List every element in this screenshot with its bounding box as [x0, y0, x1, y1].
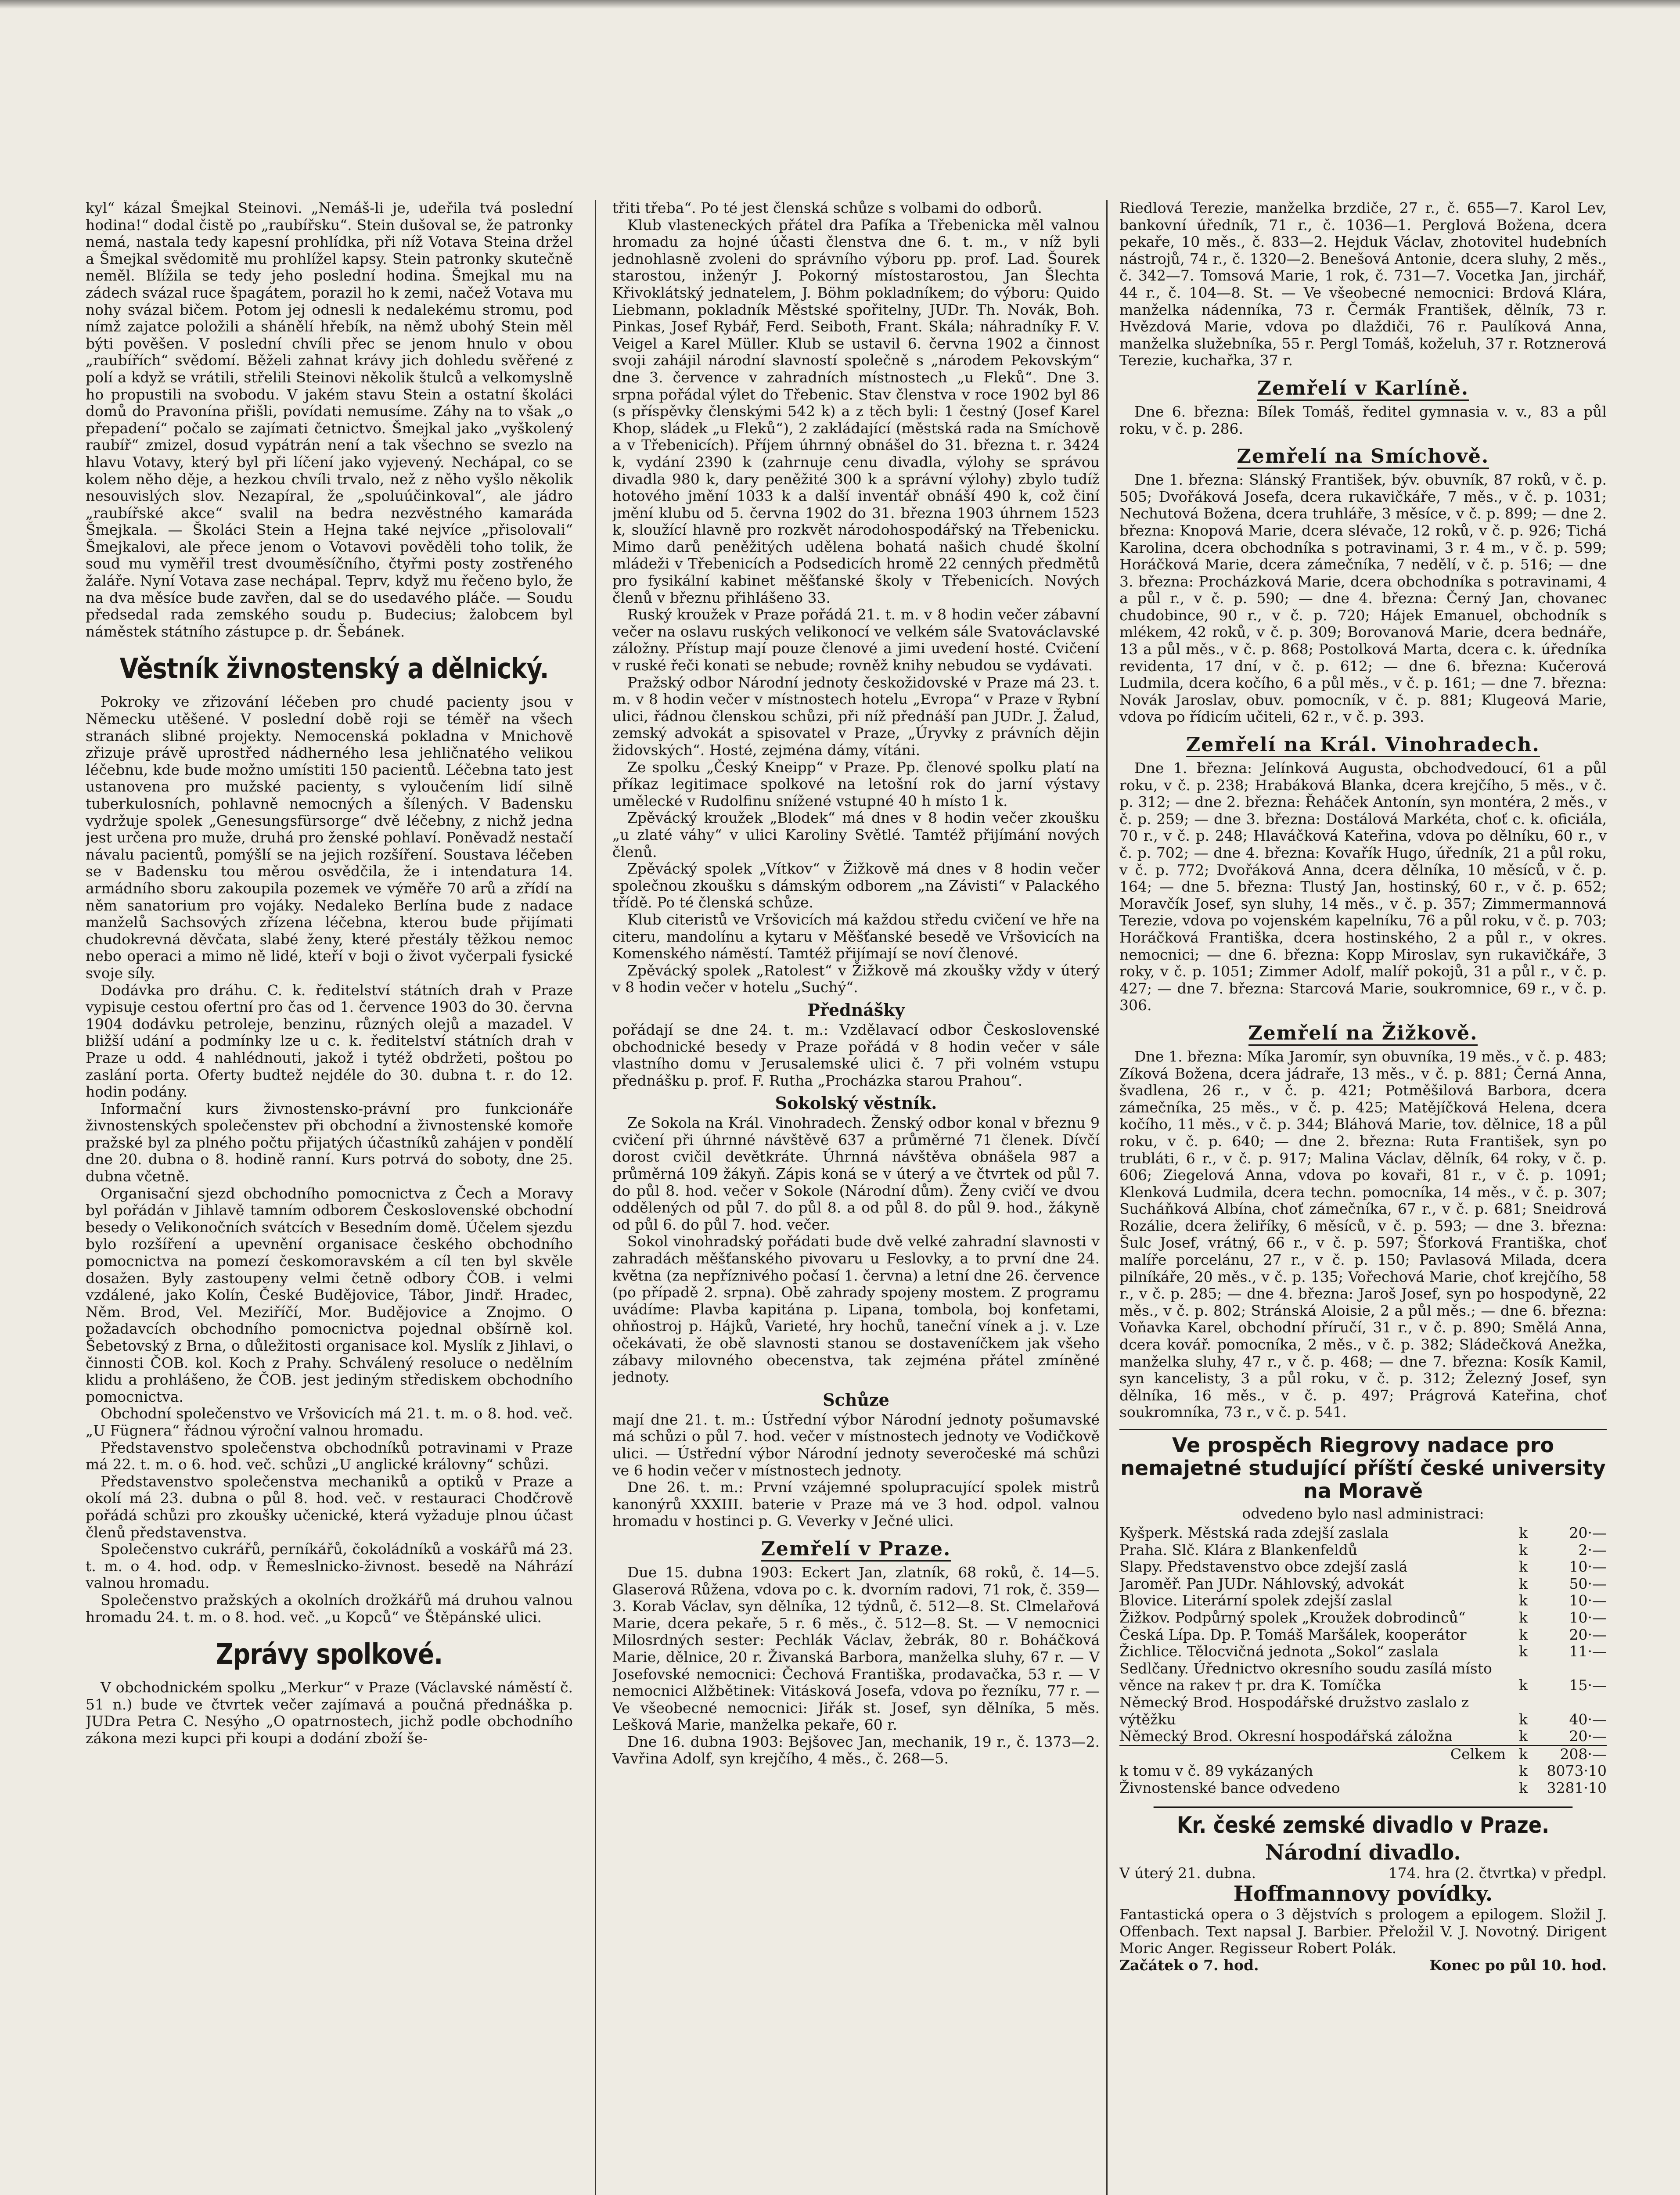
column-rule-right	[1106, 200, 1108, 2195]
fund-total-amount: 208·—	[1532, 1745, 1607, 1763]
article-congress: Organisační sjezd obchodního pomocnictva z Čech a Moravy byl pořádán v Jihlavě tamním odborem Československé obchodní besedy o Velikonočních svátcích v Besedním domě. Účelem sjezdu bylo rozšíření a upevnění organisace českého obchodního pomocnictva na pomezí českomoravském a cíl ten byl skvěle dosažen. Byly zastoupeny velmi četně odbory ČOB. i velmi vzdálené, jako Kolín, České Budějovice, Tábor, Jindř. Hradec, Něm. Brod, Vel. Meziříčí, Mor. Budějovice a Znojmo. O požadavcích obchodního pomocnictva pojednal obšírně kol. Šebetovský z Brna, o důležitosti organisace kol. Myslík z Jihlavi, o činnosti ČOB. kol. Koch z Prahy. Schválený resoluce o nedělním klidu a prohlášeno, že ČOB. jest jediným střediskem obchodního pomocnictva.	[86, 1184, 573, 1405]
fund-row-amount: 10·—	[1569, 1592, 1607, 1609]
heading-sokol: Sokolský věstník.	[775, 1093, 937, 1113]
theatre-description: Fantastická opera o 3 dějstvích s prologem a epilogem. Složil J. Offenbach. Text napsal J. Barbier. Přeložil V. J. Novotný. Dirigent Moric Anger. Regisseur Robert Polák.	[1119, 1906, 1607, 1957]
heading-deaths-smichov-text: Zemřelí na Smíchově.	[1237, 445, 1489, 469]
theatre-times-row	[1119, 1957, 1607, 1974]
theatre-date-row	[1119, 1865, 1607, 1882]
notice-sokol-vinohrady: Ze Sokola na Král. Vinohradech. Ženský odbor konal v březnu 9 cvičení při úhrnné návštěvě 637 a průměrné 71 členek. Dívčí dorost cvičil devětkráte. Úhrnná návštěva obnášela 987 a průměrná 109 žákyň. Zápis koná se v úterý a ve čtvrtek od půl 7. do půl 8. hod. večer v Sokole (Národní dům). Ženy cvičí ve dvou oddělených od půl 7. do půl 8. a od půl 8. do půl 9. hod., žákyně od půl 6. do půl 7. hod. večer.	[612, 1114, 1100, 1233]
fund-row-name: Německý Brod. Hospodářské družstvo zaslalo z výtěžku	[1119, 1693, 1469, 1728]
fund-row-unit: k	[1519, 1592, 1528, 1609]
fund-prev-unit: k	[1519, 1762, 1528, 1780]
notice-cabmen: Společenstvo pražských a okolních drožkářů má druhou valnou hromadu 24. t. m. o 8. hod. več. „u Kopců“ ve Štěpánské ulici.	[86, 1591, 573, 1626]
fund-row-amount: 10·—	[1569, 1608, 1607, 1626]
heading-deaths-prague-text: Zemřelí v Praze.	[761, 1538, 951, 1562]
notice-vrsovice: Obchodní společenstvo ve Vršovicích má 21. t. m. o 8. hod. več. „U Fügnera“ řádnou výroční valnou hromadu.	[86, 1405, 573, 1439]
article-info-course: Informační kurs živnostensko-právní pro funkcionáře živnostenských společenstev při obchodní a živnostenské komoře pražské byl za plného počtu přijatých účastníků zahájen v pondělí dne 20. dubna o 8. hodině ranní. Kurs potrvá do soboty, dne 25. dubna včetně.	[86, 1100, 573, 1185]
notice-food-merchants: Představenstvo společenstva obchodníků potravinami v Praze má 22. t. m. o 6. hod. več. schůzi „U anglické královny“ schůzi.	[86, 1439, 573, 1473]
fund-row-amount: 10·—	[1569, 1558, 1607, 1576]
fund-row-unit: k	[1519, 1626, 1528, 1643]
notice-russian-circle: Ruský kroužek v Praze pořádá 21. t. m. v 8 hodin večer zábavní večer na oslavu ruských velikonocí ve velkém sále Svatováclavské záložny. Přístup mají pouze členové a jimi uvedení hosté. Cvičení v ruské řeči konati se nebude; rovněž knihy nebudou se vydávati.	[612, 606, 1100, 674]
fund-row-name: Sedlčany. Úřednictvo okresního soudu zasílá místo věnce na rakev † pr. dra K. Tomíčka	[1119, 1659, 1492, 1694]
heading-deaths-karlin-text: Zemřelí v Karlíně.	[1257, 377, 1469, 401]
fund-total-unit: k	[1515, 1745, 1532, 1763]
column-rule-left	[595, 200, 596, 2195]
fund-row-amount: 2·—	[1578, 1541, 1607, 1558]
fund-row-name: Německý Brod. Okresní hospodářská záložna	[1119, 1727, 1453, 1745]
fund-row-amount: 20·—	[1569, 1626, 1607, 1643]
article-continuation: kyl“ kázal Šmejkal Steinovi. „Nemáš-li je, udeřila tvá poslední hodina!“ dodal čistě po „raubířsku“. Stein dušoval se, že patronky nemá, nastala tedy kapesní prohlídka, při níž Votava Steina držel a Šmejkal svědomitě mu prohlížel kapsy. Stein patronky skutečně neměl. Blížila se tedy jeho poslední hodina. Šmejkal mu na zádech svázal ruce špagátem, porazil ho k zemi, načež Votava mu nohy svázal bičem. Potom jej odnesli k nedalekému stromu, pod nímž zajatce položili a shánělí hřebík, na němž ubohý Stein měl býti pověšen. V poslední chvíli přec se jenom hnulo v obou „raubířích“ svědomí. Běželi zahnat krávy jich dohledu svěřené z polí a když se vrátili, střelili Steinovi několik štulců a velkomyslně ho propustili na svobodu. V jakém stavu Stein a ostatní školáci domů do Pravonína přišli, povídati nemusíme. Záhy na to však „o přepadení“ počalo se zajímati četnictvo. Šmejkal jako „vyškolený raubíř“ zmizel, dosud vypátrán není a tak všechno se svezlo na hlavu Votavy, který byl při líčení jako vyjevený. Nechápal, co se kolem něho děje, a hezkou chvíli trvalo, než z něho vyšlo několik nesouvislých slov. Nezapíral, že „spoluúčinkoval“, ale jádro „raubířské akce“ svalil na bedra nezvěstného kamaráda Šmejkala. — Školáci Stein a Hejna také nejvíce „přisolovali“ Šmejkalovi, ale přece jenom o Votavovi pověděli toho tolik, že soud mu vyměřil trest dvouměsíčního, čtyřmi posty zostřeného žaláře. Nyní Votava zase nechápal. Teprv, když mu řečeno bylo, že na dva měsíce bude zavřen, dal se do usedavého pláče. — Soudu předsedal rada zemského soudu p. Budecius; žalobcem byl náměstek státního zástupce p. dr. Šebánek.	[86, 200, 573, 640]
deaths-prague-16-april: Dne 16. dubna 1903: Bejšovec Jan, mechanik, 19 r., č. 1373—2. Vavřina Adolf, syn krejčího, 4 měs., č. 268—5.	[612, 1733, 1100, 1767]
fund-total-row	[1119, 1745, 1607, 1763]
fund-row-unit: k	[1519, 1558, 1528, 1576]
fund-bank-row	[1119, 1780, 1607, 1797]
notice-gunners: Dne 26. t. m.: První vzájemné spolupracující spolek mistrů kanonýrů XXXIII. baterie v Praze má ve 3 hod. odpol. valnou hromadu v hostinci p. G. Veverky v Ječné ulici.	[612, 1479, 1100, 1530]
deaths-zizkov: Dne 1. března: Míka Jaromír, syn obuvníka, 19 měs., v č. p. 483; Zíková Božena, dcera jádraře, 13 měs., v č. p. 881; Černá Anna, švadlena, 26 r., v č. p. 421; Potměšilová Barbora, dcera zámečníka, 25 měs., v č. p. 425; Matějíčková Helena, dcera kočího, 11 měs., v č. p. 344; Bláhová Marie, tov. dělnice, 18 a půl roku, v č. p. 640; — dne 2. března: Ruta František, syn po trubláti, 6 r., v č. p. 917; Malina Václav, dělník, 64 roky, v č. p. 606; Ziegelová Anna, vdova po kovaři, 81 r., v č. p. 1091; Klenková Ludmila, dcera techn. pomocníka, 14 měs., v č. p. 307; Sucháňková Albína, choť zámečníka, 67 r., v č. p. 681; Sneidrová Rozálie, dcera želiříky, 6 měsíců, v č. p. 593; — dne 3. března: Šulc Josef, vrátný, 66 r., v č. p. 597; Šťorková Františka, choť malíře porcelánu, 27 r., v č. p. 150; Pavlasová Milada, dcera pilníkáře, 20 měs., v č. p. 135; Vořechová Marie, choť krejčího, 58 r., v č. p. 285; — dne 4. března: Jaroš Josef, syn po hospodyně, 22 měs., v č. p. 802; Stránská Aloisie, 2 a půl měs.; — dne 6. března: Voňavka Karel, obchodní příručí, 31 r., v č. p. 890; Smělá Anna, dcera kovář. pomocníka, 2 měs., v č. p. 382; Sládečková Anežka, manželka sluhy, 47 r., v č. p. 468; — dne 7. března: Kosík Kamil, syn kancelisty, 3 a půl roku, v č. p. 312; Železný Josef, syn dělníka, 16 měs., v č. p. 497; Prágrová Kateřina, choť soukromníka, 73 r., v č. p. 541.	[1119, 1047, 1607, 1421]
notice-confectioners: Společenstvo cukrářů, perníkářů, čokoládníků a voskářů má 23. t. m. o 4. hod. odp. v Řemeslnicko-živnost. besedě na Náhrází valnou hromadu.	[86, 1540, 573, 1592]
theatre-end: Konec po půl 10. hod.	[1429, 1956, 1607, 1974]
notice-czech-jewish: Pražský odbor Národní jednoty českožidovské v Praze má 23. t. m. v 8 hodin večer v místnostech hotelu „Evropa“ v Praze v Rybní ulici, řádnou členskou schůzi, při níž přednáší pan JUDr. J. Žalud, zemský advokát a spisovatel v Praze, „Úryvky z právních dějin židovských“. Hosté, zejména dámy, vítáni.	[612, 673, 1100, 759]
notice-merkur-continued: třiti třeba“. Po té jest členská schůze s volbami do odborů.	[612, 200, 1042, 216]
theatre-subscription: 174. hra (2. čtvrtka) v předpl.	[1388, 1864, 1607, 1882]
fund-row	[1119, 1643, 1607, 1660]
heading-meetings: Schůze	[823, 1389, 889, 1410]
heading-deaths-zizkov	[1119, 1022, 1607, 1045]
fund-row-unit: k	[1519, 1541, 1528, 1558]
fund-row-name: Žižkov. Podpůrný spolek „Kroužek dobrodinců“	[1119, 1608, 1466, 1626]
fund-total-label: Celkem	[1119, 1745, 1515, 1763]
theatre-play-title: Hoffmannovy povídky.	[1233, 1882, 1493, 1907]
fund-row-unit: k	[1519, 1524, 1528, 1541]
fund-row	[1119, 1592, 1607, 1609]
theatre-title: Kr. české zemské divadlo v Praze.	[1154, 1806, 1573, 1839]
fund-row-name: Blovice. Literární spolek zdejší zaslal	[1119, 1592, 1392, 1609]
fund-row-unit: k	[1519, 1608, 1528, 1626]
deaths-karlin: Dne 6. března: Bílek Tomáš, ředitel gymnasia v. v., 83 a půl roku, v č. p. 286.	[1119, 403, 1607, 437]
deaths-prague-continued: Riedlová Terezie, manželka brzdiče, 27 r., č. 655—7. Karol Lev, bankovní úředník, 71 r., č. 1036—1. Perglová Božena, dcera pekaře, 10 měs., č. 833—2. Hejduk Václav, zhotovitel hudebních nástrojů, 74 r., č. 1320—2. Benešová Antonie, dcera sluhy, 2 měs., č. 342—7. Tomsová Marie, 1 rok, č. 731—7. Vocetka Jan, jirchář, 44 r., č. 104—8. St. — Ve všeobecné nemocnici: Brdová Klára, manželka nádenníka, 73 r. Čermák František, dělník, 73 r. Hvězdová Marie, vdova po dlaždiči, 76 r. Paulíková Anna, manželka služebníka, 55 r. Pergl Tomáš, koželuh, 37 r. Rotznerová Terezie, kuchařka, 37 r.	[1119, 200, 1607, 369]
heading-deaths-prague	[612, 1538, 1100, 1561]
fund-row	[1119, 1728, 1607, 1745]
fund-prev-amount: 8073·10	[1547, 1762, 1607, 1780]
notice-zither-club: Klub citeristů ve Vršovicích má každou středu cvičení ve hře na citeru, mandolínu a kytaru v Měšťanské besedě ve Vršovicích na Komenského náměstí. Tamtéž přijímají se noví členové.	[612, 910, 1100, 962]
notice-meetings: mají dne 21. t. m.: Ústřední výbor Národní jednoty pošumavské má schůzi o půl 7. hod. večer v místnostech jednoty ve Vodičkově ulici. — Ústřední výbor Národní jednoty severočeské má schůzi ve 6 hodin večer v místnostech jednoty.	[612, 1411, 1100, 1479]
fund-row	[1119, 1660, 1607, 1694]
fund-row	[1119, 1542, 1607, 1559]
notice-mechanics: Představenstvo společenstva mechaniků a optiků v Praze a okolí má 23. dubna o půl 8. hod. več. v restauraci Chodčrově pořádá schůzi pro zkoušky učenické, která vyžaduje plnou účast členů představenstva.	[86, 1472, 573, 1541]
fund-row-name: Česká Lípa. Dp. P. Tomáš Maršálek, kooperátor	[1119, 1626, 1467, 1643]
fund-row-amount: 20·—	[1569, 1524, 1607, 1541]
fund-prev-label: k tomu v č. 89 vykázaných	[1119, 1762, 1313, 1780]
theatre-subtitle: Národní divadlo.	[1265, 1840, 1461, 1865]
fund-bank-label: Živnostenské bance odvedeno	[1119, 1779, 1340, 1796]
fund-row-unit: k	[1519, 1643, 1528, 1660]
fund-row-unit: k	[1519, 1677, 1528, 1694]
fund-row	[1119, 1576, 1607, 1593]
notice-lectures: pořádají se dne 24. t. m.: Vzdělavací odbor Československé obchodnické besedy v Praze pořádá v 8 hodin večer v sále vlastního domu v Jerusalemské ulici č. 7 při volném vstupu přednášku p. prof. F. Rutha „Procházka starou Prahou“.	[612, 1021, 1100, 1089]
heading-deaths-smichov	[1119, 445, 1607, 468]
deaths-vinohrady: Dne 1. března: Jelínková Augusta, obchodvedoucí, 61 a půl roku, v č. p. 238; Hrabáková Blanka, dcera krejčího, 5 měs., v č. p. 312; — dne 2. března: Řeháček Antonín, syn montéra, 2 měs., v č. p. 259; — dne 3. března: Dostálová Markéta, choť c. k. oficiála, 70 r., v č. p. 248; Hlaváčková Kateřina, vdova po dělníku, 60 r., v č. p. 702; — dne 4. března: Kovařík Hugo, úředník, 21 a půl roku, v č. p. 772; Dvořáková Anna, dcera dělníka, 10 měsíců, v č. p. 164; — dne 5. března: Tlustý Jan, hostinský, 60 r., v č. p. 652; Moravčík Josef, syn sluhy, 14 měs., v č. p. 357; Zimmermannová Terezie, vdova po vojenském kapelníku, 76 a půl roku, v č. p. 703; Horáčková Františka, dcera hostinského, 2 a půl r., v okres. nemocnici; — dne 6. března: Kopp Miroslav, syn rukavičkáře, 3 roky, v č. p. 1051; Zimmer Adolf, malíř pokojů, 31 a půl r., v č. p. 427; — dne 7. března: Starcová Marie, soukromnice, 69 r., v č. p. 306.	[1119, 759, 1607, 1014]
notice-vitkov: Zpěvácký spolek „Vítkov“ v Žižkově má dnes v 8 hodin večer společnou zkoušku s dámským odborem „na Závisti“ v Palackého třídě. Po té členská schůze.	[612, 860, 1100, 911]
heading-deaths-vinohrady	[1119, 734, 1607, 756]
fund-row-unit: k	[1519, 1710, 1528, 1728]
fund-bank-amount: 3281·10	[1547, 1779, 1607, 1796]
fund-row	[1119, 1626, 1607, 1644]
fund-table	[1119, 1525, 1607, 1797]
fund-row-name: Praha. Slč. Klára z Blankenfeldů	[1119, 1541, 1358, 1558]
notice-blodek: Zpěvácký kroužek „Blodek“ má dnes v 8 hodin večer zkoušku „u zlaté váhy“ v ulici Karoliny Světlé. Tamtéž přijímání nových členů.	[612, 809, 1100, 860]
fund-row	[1119, 1558, 1607, 1576]
fund-row-unit: k	[1519, 1727, 1528, 1745]
fund-row-name: Žichlice. Tělocvičná jednota „Sokol“ zaslala	[1119, 1643, 1439, 1660]
notice-club-patik: Klub vlasteneckých přátel dra Pafíka a Třebenicka měl valnou hromadu za hojné účasti členstva dne 6. t. m., v níž byli jednohlasně zvoleni do správního výboru pp. prof. Lad. Šourek starostou, inženýr J. Pokorný místostarostou, Jan Šlechta Křivoklátský jednatelem, J. Böhm pokladníkem; do výboru: Quido Liebmann, pokladník Městské spořitelny, JUDr. Th. Novák, Boh. Pinkas, Josef Rybář, Ferd. Seiboth, Frant. Skála; náhradníky F. V. Veigel a Karel Müller. Klub se ustavil 6. června 1902 a činnost svoji zahájil národní slavností společně s „národem Pekovským“ dne 3. července v zahradních místnostech „u Fleků“. Dne 3. srpna pořádal výlet do Třebenic. Stav členstva v roce 1902 byl 86 (s příspěvky členskými 542 k) a z těch byli: 1 čestný (Josef Karel Khop, sládek „u Fleků“), 2 zakládající (městská rada na Smíchově a v Třebenicích). Příjem úhrnný obnášel do 31. března t. r. 3424 k, vydání 2390 k (zahrnuje cenu divadla, výlohy se správou divadla 980 k, dary peněžité 300 k a správní výlohy) zbylo tudíž hotového jmění 1033 k a další inventář obnáší 490 k, což činí jmění klubu od 5. června 1902 do 31. března 1903 úhrnem 1523 k, sloužící hlavně pro rozkvět národohospodářský na Třebenicku. Mimo darů peněžitých udělena bohatá našich chudé školní mládeži v Třebenicích a Podsedicích hromě 22 cenných předmětů pro fysikální kabinet měšťanské školy v Třebenicích. Nových členů v březnu přihlášeno 33.	[612, 216, 1100, 606]
notice-ratolest: Zpěvácký spolek „Ratolest“ v Žižkově má zkoušky vždy v úterý v 8 hodin večer v hotelu „Suchý“.	[612, 961, 1100, 996]
fund-row	[1119, 1694, 1607, 1728]
notice-merkur: V obchodnickém spolku „Merkur“ v Praze (Václavské náměstí č. 51 n.) bude ve čtvrtek večer zajímavá a poučná přednáška p. JUDra Petra C. Nesýho „O opatrnostech, jichž podle obchodního zákona mezi kupci při koupi a dodání zboží še-	[86, 1679, 573, 1747]
fund-prev-row	[1119, 1763, 1607, 1780]
fund-title: Ve prospěch Riegrovy nadace pro nemajetné studující příští české university na Moravě	[1119, 1429, 1607, 1502]
column-right	[1119, 200, 1607, 2195]
fund-row-amount: 20·—	[1569, 1727, 1607, 1745]
column-middle	[612, 200, 1100, 2195]
notice-sokol-festival: Sokol vinohradský pořádati bude dvě velké zahradní slavnosti v zahradách měšťanského pivovaru u Feslovky, a to první dne 24. května (za nepříznivého počasí 1. června) a letní dne 26. července (po případě 2. srpna). Obě zahrady spojeny mostem. Z programu uvádíme: Plavba kapitána p. Lipana, tombola, boj konfetami, ohňostroj p. Hájků, Varieté, hry hochů, taneční vínek a j. v. Lze očekávati, že obě slavnosti stanou se dostaveníčkem jak všeho zábavy milovného obecenstva, tak zejména přátel zmíněné jednoty.	[612, 1233, 1100, 1386]
heading-deaths-zizkov-text: Zemřelí na Žižkově.	[1248, 1022, 1478, 1046]
fund-row-amount: 15·—	[1569, 1677, 1607, 1694]
heading-lectures: Přednášky	[807, 1000, 905, 1020]
fund-row-amount: 40·—	[1569, 1710, 1607, 1728]
fund-row-amount: 50·—	[1569, 1575, 1607, 1592]
fund-row-amount: 11·—	[1569, 1643, 1607, 1660]
fund-bank-unit: k	[1519, 1779, 1528, 1796]
column-left	[86, 200, 573, 2195]
fund-row-name: Slapy. Představenstvo obce zdejší zaslá	[1119, 1558, 1408, 1576]
fund-row	[1119, 1609, 1607, 1626]
theatre-date: V úterý 21. dubna.	[1119, 1864, 1256, 1882]
notice-kneipp: Ze spolku „Český Kneipp“ v Praze. Pp. členové spolku platí na příkaz legitimace spolkové na letošní rok do jarní výstavy umělecké v Rudolfinu snížené vstupné 40 h místo 1 k.	[612, 758, 1100, 810]
fund-row-name: Kyšperk. Městská rada zdejší zaslala	[1119, 1524, 1389, 1541]
article-railway-supply: Dodávka pro dráhu. C. k. ředitelství státních drah v Praze vypisuje cestou ofertní pro čas od 1. července 1903 do 30. června 1904 dodávku petroleje, benzinu, různých olejů a mazadel. V bližší udání a podmínky lze u c. k. ředitelství státních drah v Praze u odd. 4 nahlédnouti, jakož i tytéž obdržeti, poštou po zaslání porta. Oferty budtež nejdéle do 30. dubna t. r. do 12. hodin podány.	[86, 981, 573, 1101]
deaths-prague-15-april: Due 15. dubna 1903: Eckert Jan, zlatník, 68 roků, č. 14—5. Glaserová Růžena, vdova po c. k. dvorním radovi, 71 rok, č. 359—3. Korab Václav, syn dělníka, 12 týdnů, č. 512—8. St. Clmelařová Marie, dcera pekaře, 5 r. 6 měs., č. 512—8. St. — V nemocnici Milosrdných sester: Pechlák Václav, žebrák, 80 r. Boháčková Marie, dělnice, 20 r. Živanská Barbora, manželka sluhy, 67 r. — V Josefovské nemocnici: Čechová Františka, prodavačka, 53 r. — V nemocnici Alžbětinek: Vitásková Josefa, vdova po řezníku, 77 r. — Ve všeobecné nemocnici: Jiřák st. Josef, syn dělníka, 5 měs. Lešková Marie, manželka pekaře, 60 r.	[612, 1563, 1100, 1734]
fund-row-unit: k	[1519, 1575, 1528, 1592]
section-title-societies: Zprávy spolkové.	[216, 1638, 443, 1671]
heading-deaths-karlin	[1119, 377, 1607, 400]
fund-row	[1119, 1525, 1607, 1542]
heading-deaths-vinohrady-text: Zemřelí na Král. Vinohradech.	[1186, 734, 1540, 757]
fund-row-name: Jaroměř. Pan JUDr. Náhlovský, advokát	[1119, 1575, 1404, 1592]
theatre-start: Začátek o 7. hod.	[1119, 1956, 1259, 1974]
page-top-edge	[0, 0, 1680, 9]
fund-subtitle: odvedeno bylo nasl administraci:	[1242, 1505, 1484, 1522]
article-sanatoria: Pokroky ve zřizování léčeben pro chudé pacienty jsou v Německu utěšené. V poslední době roji se téměř na všech stranách slibné projekty. Nemocenská pokladna v Mnichově zřizuje právě uprostřed nádherného lesa jehličnatého velikou léčebnu, kde bude možno umístiti 150 pacientů. Léčebna tato jest ustanovena pro mužské pacienty, s vyloučením lidí silně tuberkulosních, pohlavně nemocných a šílených. V Badensku vydržuje spolek „Genesungsfürsorge“ dvě léčebny, z nichž jedna jest určena pro muže, druhá pro ženské pohlaví. Poněvadž nestačí návalu pacientů, pomýšlí se na jejich rozšíření. Soustava léčeben se v Badensku tou měrou osvědčila, že i intendatura 14. armádního sboru zakoupila pozemek ve výměře 70 arů a zřídí na něm sanatorium pro vojáky. Nedaleko Berlína bude z nadace manželů Sachsových zřízena léčebna, kterou bude přijímati chudokrevná děvčata, slabé ženy, které přestály těžkou nemoc nebo operaci a mimo ně lidé, kteří v boji o život vyčerpali fysické svoje síly.	[86, 693, 573, 982]
section-title-trade: Věstník živnostenský a dělnický.	[119, 653, 549, 686]
deaths-smichov: Dne 1. března: Slánský František, býv. obuvník, 87 roků, v č. p. 505; Dvořáková Josefa, dcera rukavičkáře, 7 měs., v č. p. 1031; Nechutová Božena, dcera truhláře, 3 měsíce, v č. p. 899; — dne 2. března: Knopová Marie, dcera slévače, 12 roků, v č. p. 926; Tichá Karolina, dcera obchodníka s potravinami, 3 r. 4 m., v č. p. 599; Horáčková Marie, dcera zámečníka, 7 nedělí, v č. p. 516; — dne 3. března: Procházková Marie, dcera obchodníka s potravinami, 4 a půl r., v č. p. 590; — dne 4. března: Černý Jan, chovanec chudobince, 90 r., v č. p. 720; Hájek Emanuel, obchodník s mlékem, 42 roků, v č. p. 309; Borovanová Marie, dcera bednáře, 13 a půl měs., v č. p. 868; Postolková Marta, dcera c. k. úředníka revidenta, 17 dní, v č. p. 612; — dne 6. března: Kučerová Ludmila, dcera kočího, 6 a půl měs., v č. p. 161; — dne 7. března: Novák Jaroslav, obuv. pomocník, v č. p. 881; Klugeová Marie, vdova po řídicím učiteli, 62 r., v č. p. 393.	[1119, 471, 1607, 726]
